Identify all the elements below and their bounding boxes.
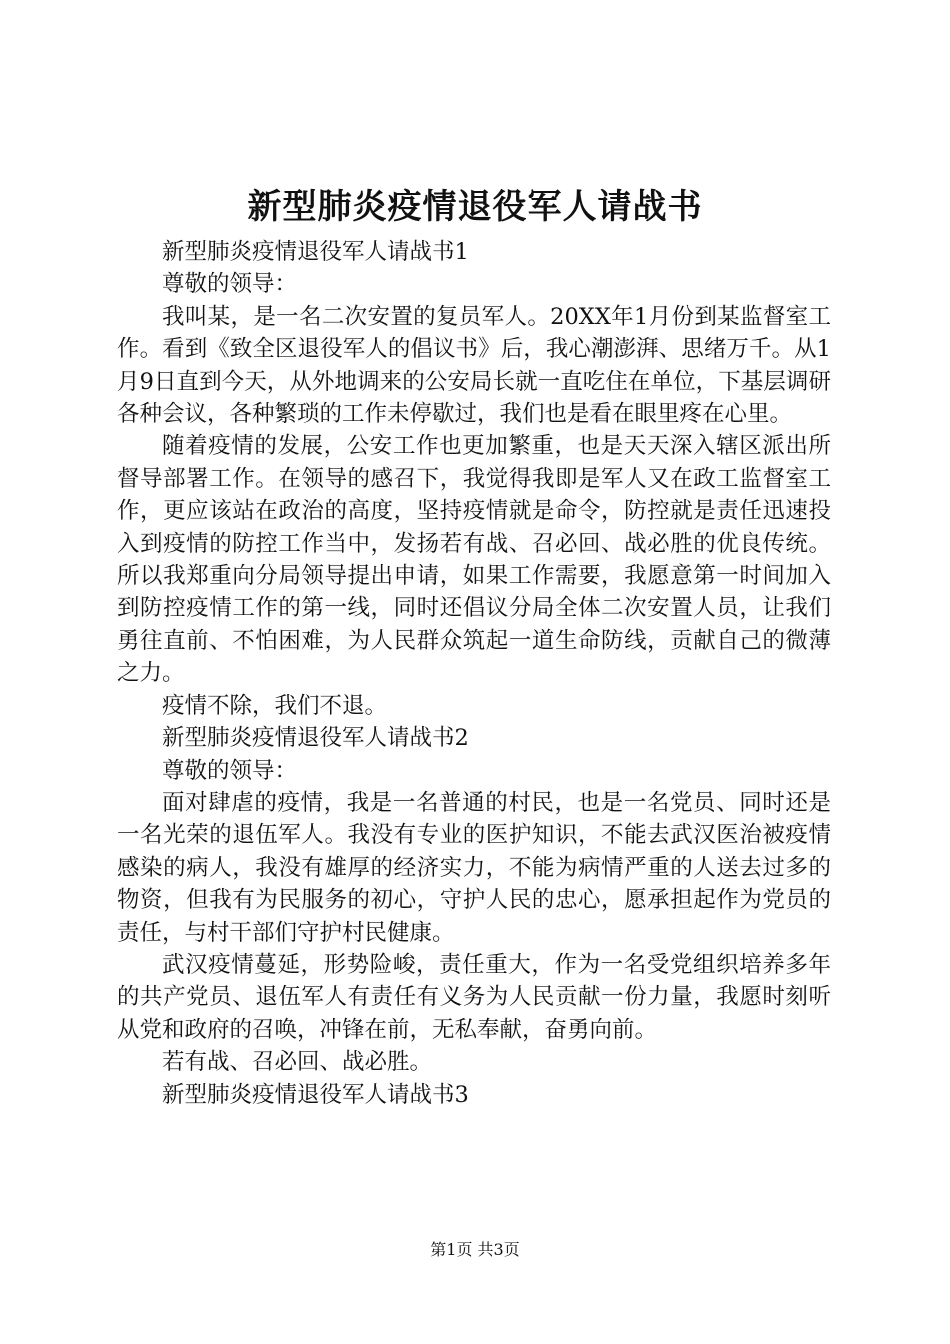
document-title: 新型肺炎疫情退役军人请战书 [247, 187, 703, 227]
section-heading-1: 新型肺炎疫情退役军人请战书1 [162, 239, 469, 265]
section-heading-2: 新型肺炎疫情退役军人请战书2 [162, 725, 469, 752]
body-paragraph: 随着疫情的发展，公安工作也更加繁重，也是天天深入辖区派出所督导部署工作。在领导的感召下，我觉得我即是军人又在政工监督室工作，更应该站在政治的高度，坚持疫情就是命令，防控就是责任迅速投入到疫情的防控工作当中，发扬若有战、召必回、战必胜的优良传统。所以我郑重向分局领导提出申请，如果工作需要，我愿意第一时间加入到防控疫情工作的第一线，同时还倡议分局全体二次安置人员，让我们勇往直前、不怕困难，为人民群众筑起一道生命防线，贡献自己的微薄之力。 [117, 433, 831, 687]
salutation: 尊敬的领导： [162, 757, 298, 784]
closing-line: 疫情不除，我们不退。 [162, 692, 388, 719]
section-heading-3: 新型肺炎疫情退役军人请战书3 [162, 1081, 469, 1108]
body-paragraph: 武汉疫情蔓延，形势险峻，责任重大，作为一名受党组织培养多年的共产党员、退伍军人有责任有义务为人民贡献一份力量，我愿时刻听从党和政府的召唤，冲锋在前，无私奉献，奋勇向前。 [117, 951, 831, 1043]
body-paragraph: 面对肆虐的疫情，我是一名普通的村民，也是一名党员、同时还是一名光荣的退伍军人。我没有专业的医护知识，不能去武汉医治被疫情感染的病人，我没有雄厚的经济实力，不能为病情严重的人送去过多的物资，但我有为民服务的初心，守护人民的忠心，愿承担起作为党员的责任，与村干部们守护村民健康。 [117, 789, 831, 946]
closing-line: 若有战、召必回、战必胜。 [162, 1049, 433, 1076]
document-body [117, 236, 831, 1111]
page-number: 第1页 共3页 [430, 1240, 520, 1259]
body-paragraph: 我叫某，是一名二次安置的复员军人。20XX年1月份到某监督室工作。看到《致全区退役军人的倡议书》后，我心潮澎湃、思绪万千。从1月9日直到今天，从外地调来的公安局长就一直吃住在单位，下基层调研各种会议，各种繁琐的工作未停歇过，我们也是看在眼里疼在心里。 [117, 303, 831, 428]
salutation: 尊敬的领导： [162, 271, 298, 298]
